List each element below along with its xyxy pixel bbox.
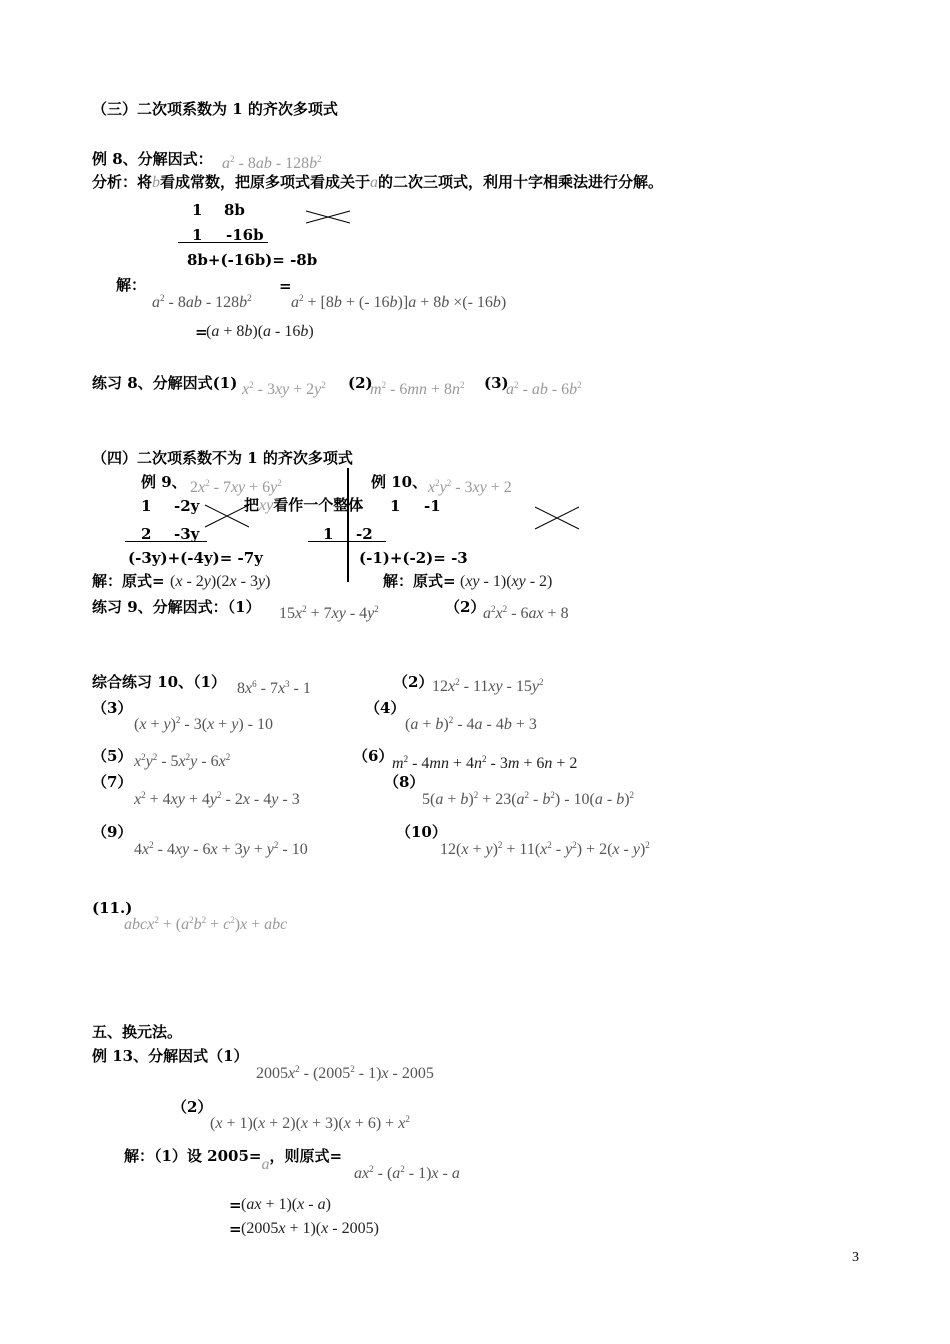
example-10-cross-lines-icon (535, 505, 579, 531)
example-13-part2: （2） (172, 1098, 213, 1116)
practice-10-expr11: abcx$^2$ + $(a^2b^2 + c^2)x$ + abc (124, 915, 288, 933)
example-13-expr1: $2005x^2 - (2005^2 - 1)x - 2005$ (256, 1064, 434, 1082)
example-10-cross-r1-left: 1 (390, 497, 401, 515)
practice-8-expr1: $x^2 - 3xy + 2y^2$ (242, 380, 326, 398)
solution-13-step1: (ax + 1)(x - a) (241, 1196, 331, 1213)
practice-10-expr7: $x^2 + 4xy + 4y^2 - 2x - 4y - 3$ (134, 790, 300, 808)
practice-9-expr1: $15x^2 + 7xy - 4y^2$ (279, 604, 379, 622)
cross-row2-left: 1 (192, 226, 203, 244)
solution-8-equals-2: = (195, 323, 208, 341)
practice-10-part10: （10） (396, 823, 447, 841)
example-10-underline (308, 541, 386, 542)
cross-row1-right: 8b (224, 201, 245, 219)
example-10-sum: (-1)+(-2)= -3 (359, 549, 468, 567)
example-9-cross-r2-right: -3y (174, 525, 200, 543)
solution-13-equals-2: = (229, 1220, 242, 1238)
practice-10-expr5: $x^2y^2 - 5x^2y - 6x^2$ (134, 752, 231, 770)
practice-10-part6: （6） (353, 747, 394, 765)
example-9-underline (125, 541, 207, 542)
example-9-label: 例 9、 (141, 473, 187, 491)
cross-row1-left: 1 (192, 201, 203, 219)
example-8-analysis: 分析：将b看成常数，把原多项式看成关于a的二次三项式，利用十字相乘法进行分解。 (92, 173, 664, 191)
cross-lines-icon (306, 209, 350, 225)
section-4-title: （四）二次项系数不为 1 的齐次多项式 (92, 449, 353, 467)
example-9-cross-r1-left: 1 (141, 497, 152, 515)
practice-10-expr4: $(a + b)^2 - 4a - 4b + 3$ (405, 715, 537, 733)
practice-9-label: 练习 9、分解因式：（1） (92, 598, 261, 616)
practice-10-expr10: $12(x + y)^2 + 11(x^2 - y^2) + 2(x - y)^2$ (440, 840, 650, 858)
practice-10-expr9: $4x^2 - 4xy - 6x + 3y + y^2 - 10$ (134, 840, 308, 858)
practice-10-expr8: $5(a + b)^2 + 23(a^2 - b^2) - 10(a - b)^2$ (422, 790, 635, 808)
practice-8-expr2: $m^2 - 6mn + 8n^2$ (370, 380, 465, 398)
example-9-sum: (-3y)+(-4y)= -7y (128, 549, 263, 567)
solution-8-equals: = (279, 277, 292, 295)
example-10-note: 把xy看作一个整体 (244, 496, 364, 514)
solution-13-expr: $ax^2 - (a^2 - 1)x$ - a (354, 1164, 460, 1182)
solution-13-step2: (2005x + 1)(x - 2005) (241, 1220, 379, 1237)
cross-row2-right: -16b (226, 226, 264, 244)
example-9-cross-lines-icon (205, 503, 249, 529)
solution-9-label: 解：原式= (92, 572, 165, 590)
cross-sum: 8b+(-16b)= -8b (187, 251, 318, 269)
solution-9-result: (x - 2y)(2x - 3y) (170, 573, 271, 590)
example-10-cross-r1-right: -1 (424, 497, 441, 515)
practice-9-part2: （2） (445, 598, 486, 616)
practice-10-expr6: $m^2 - 4mn + 4n^2 - 3m + 6n + 2$ (392, 754, 578, 772)
section-3-title: （三）二次项系数为 1 的齐次多项式 (92, 100, 338, 118)
solution-13-equals-1: = (229, 1196, 242, 1214)
practice-10-part4: （4） (365, 699, 406, 717)
example-9-cross-r1-right: -2y (174, 497, 200, 515)
solution-8-line1-rhs: $a^2 + [8b$ + (- 16b)]a + 8b ×(- 16b) (291, 293, 507, 311)
practice-8-expr3: $a^2$ - ab - $6b^2$ (506, 380, 582, 398)
practice-10-label: 综合练习 10、（1） (92, 673, 227, 691)
example-13-label: 例 13、分解因式（1） (92, 1047, 249, 1065)
example-10-cross-r2-left: 1 (323, 525, 334, 543)
practice-10-part3: （3） (92, 699, 133, 717)
practice-10-part8: （8） (384, 773, 425, 791)
example-8-expression: $a^2 - 8ab - 128b^2$ (222, 154, 322, 172)
practice-10-part2: （2） (393, 673, 434, 691)
page-number: 3 (852, 1250, 859, 1265)
solution-8-label: 解： (116, 276, 147, 294)
column-divider (347, 468, 349, 582)
practice-9-expr2: $a^2x^2 - 6ax + 8$ (483, 604, 569, 622)
section-5-title: 五、换元法。 (92, 1023, 183, 1041)
solution-13-label: 解：（1）设 2005=a，则原式= (124, 1147, 343, 1173)
practice-8-part2: (2) (348, 374, 373, 392)
solution-10-label: 解：原式= (383, 572, 456, 590)
solution-8-line1-lhs: $a^2 - 8ab - 128b^2$ (152, 293, 252, 311)
example-10-cross-r2-right: -2 (356, 525, 373, 543)
practice-10-part9: （9） (92, 823, 133, 841)
solution-10-result: (xy - 1)(xy - 2) (460, 573, 553, 590)
practice-10-expr1: $8x^6 - 7x^3 - 1$ (237, 679, 311, 697)
practice-10-part11: (11.) (92, 899, 133, 917)
example-9-cross-r2-left: 2 (141, 525, 152, 543)
example-10-label: 例 10、 (371, 473, 428, 491)
example-8-label: 例 8、分解因式： (92, 150, 213, 168)
example-9-expression: $2x^2 - 7xy + 6y^2$ (190, 478, 282, 496)
cross-underline (178, 242, 268, 243)
practice-10-expr2: $12x^2 - 11xy - 15y^2$ (432, 677, 544, 695)
practice-8-label: 练习 8、分解因式(1) (92, 374, 238, 392)
example-13-expr2: $(x + 1)(x + 2)(x + 3)(x + 6) + x^2$ (210, 1114, 410, 1132)
solution-8-line2: (a + 8b)(a - 16b) (206, 323, 314, 340)
practice-10-expr3: $(x + y)^2 - 3(x + y) - 10$ (134, 715, 273, 733)
practice-8-part3: (3) (484, 374, 509, 392)
practice-10-part5: （5） (92, 747, 133, 765)
example-10-expression: $x^2y^2 - 3xy + 2$ (428, 478, 512, 496)
practice-10-part7: （7） (92, 773, 133, 791)
